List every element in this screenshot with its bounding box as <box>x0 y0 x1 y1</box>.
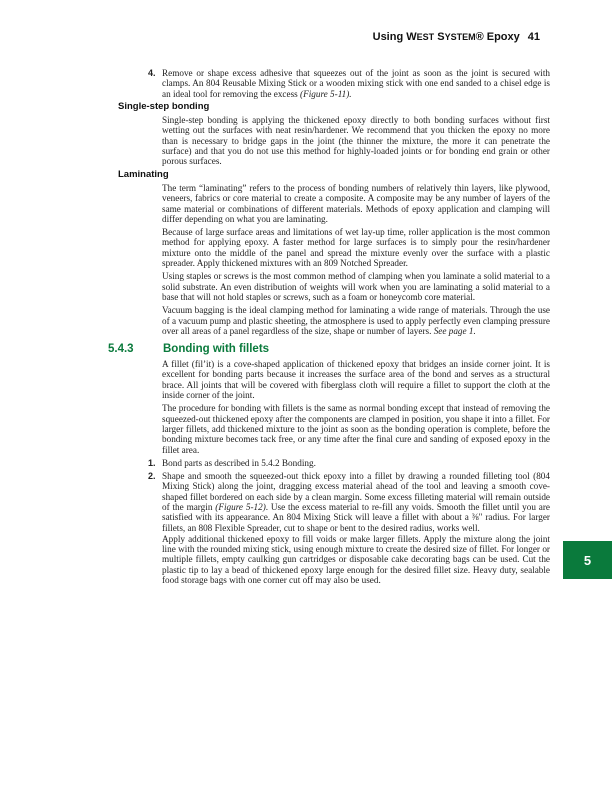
subheading-laminating: Laminating <box>118 168 169 180</box>
step-text: Bond parts as described in 5.4.2 Bonding. <box>162 457 316 468</box>
paragraph: A fillet (fil’it) is a cove-shaped application of thickened epoxy that bridges an inside corner joint. It is excellent for bonding parts because it increases the surface area of the bond and serves as a structural brace. All joints that will be covered with fiberglass cloth will require a fillet to support the cloth at the inside corner of the joint. <box>162 359 550 401</box>
paragraph: Single-step bonding is applying the thickened epoxy directly to both bonding surfaces without first wetting out the surfaces with neat resin/hardener. We recommend that you thicken the epoxy no more than is necessary to bridge gaps in the joint (the thinner the mixture, the more it can penetrate the surface) and that you do not use this method for highly-loaded joints or for bonding end grain or other porous surfaces. <box>162 115 550 167</box>
step-number: 2. <box>148 471 156 482</box>
paragraph: The procedure for bonding with fillets is the same as normal bonding except that instead of removing the squeezed-out thickened epoxy after the components are clamped in position, you shape it into a fillet. For larger fillets, add thickened mixture to the joint as soon as the bonding operation is complete, before the bonding mixture becomes tack free, or any time after the final cure and sanding of exposed epoxy in the fillet area. <box>162 403 550 455</box>
paragraph: Using staples or screws is the most common method of clamping when you laminate a solid material to a solid substrate. An even distribution of weights will work when you are laminating a solid material to a base that will not hold staples or screws, such as a foam or honeycomb core material. <box>162 271 550 302</box>
header-text: Using WEST SYSTEM® Epoxy <box>372 31 520 43</box>
section-heading-fillets <box>108 342 550 356</box>
chapter-tab: 5 <box>563 541 612 579</box>
step-2 <box>148 471 550 586</box>
step-continuation: Apply additional thickened epoxy to fill voids or make larger fillets. Apply the mixture along the joint line with the rounded mixing stick, using enough mixture to create the desired size of fillet. For longer or multiple fillets, empty caulking gun cartridges or disposable cake decorating bags can be used. Cut the plastic tip to lay a bead of thickened epoxy large enough for the desired fillet size. Heavy duty, sealable food storage bags with one corner cut off may also be used. <box>162 533 550 586</box>
page-number: 41 <box>527 31 540 43</box>
figure-reference: (Figure 5-11). <box>300 88 352 99</box>
step-number: 4. <box>148 68 156 78</box>
running-header <box>373 31 540 43</box>
step-4 <box>148 68 550 99</box>
step-number: 1. <box>148 457 156 468</box>
page-reference: See page 1. <box>433 325 476 336</box>
figure-reference: (Figure 5-12) <box>215 501 266 512</box>
step-text: Remove or shape excess adhesive that squeezes out of the joint as soon as the joint is secured with clamps. An 804 Reusable Mixing Stick or a wooden mixing stick with one end sanded to a chisel edge is an ideal tool for removing the excess <box>162 68 550 99</box>
paragraph: The term “laminating” refers to the process of bonding numbers of relatively thin layers, like plywood, veneers, fabrics or core material to create a composite. A composite may be any number of layers of the same material or combinations of different materials. Methods of epoxy application and clamping will differ depending on what you are laminating. <box>162 182 550 224</box>
paragraph: Vacuum bagging is the ideal clamping method for laminating a wide range of materials. Through the use of a vacuum pump and plastic sheeting, the atmosphere is used to apply perfectly even clamping pressure over all areas of a panel regardless of the size, shape or number of layers. See page 1. <box>162 305 550 336</box>
step-1 <box>148 457 550 468</box>
section-number: 5.4.3 <box>108 343 134 356</box>
page-body <box>108 68 550 588</box>
step-text: Shape and smooth the squeezed-out thick epoxy into a fillet by drawing a rounded filleting tool (804 Mixing Stick) along the joint, dragging excess material ahead of the tool and leaving a smooth cove-shaped fillet bordered on each side by a clean margin. Some excess filleting material will remain outside of the margin <box>162 471 550 512</box>
subheading-single-step: Single-step bonding <box>118 100 210 112</box>
step-text: . Use the excess material to re-fill any voids. Smooth the fillet until you are satisfied with its appearance. An 804 Mixing Stick will leave a fillet with about a ⅜" radius. For larger fillets, an 808 Flexible Spreader, cut to shape or bent to the desired radius, works well. <box>162 501 550 533</box>
section-title: Bonding with fillets <box>163 343 270 356</box>
paragraph: Because of large surface areas and limitations of wet lay-up time, roller application is the most common method for applying epoxy. A faster method for large surfaces is to simply pour the resin/hardener mixture onto the middle of the panel and spread the mixture evenly over the surface with a plastic spreader. Apply thickened mixtures with an 809 Notched Spreader. <box>162 227 550 269</box>
